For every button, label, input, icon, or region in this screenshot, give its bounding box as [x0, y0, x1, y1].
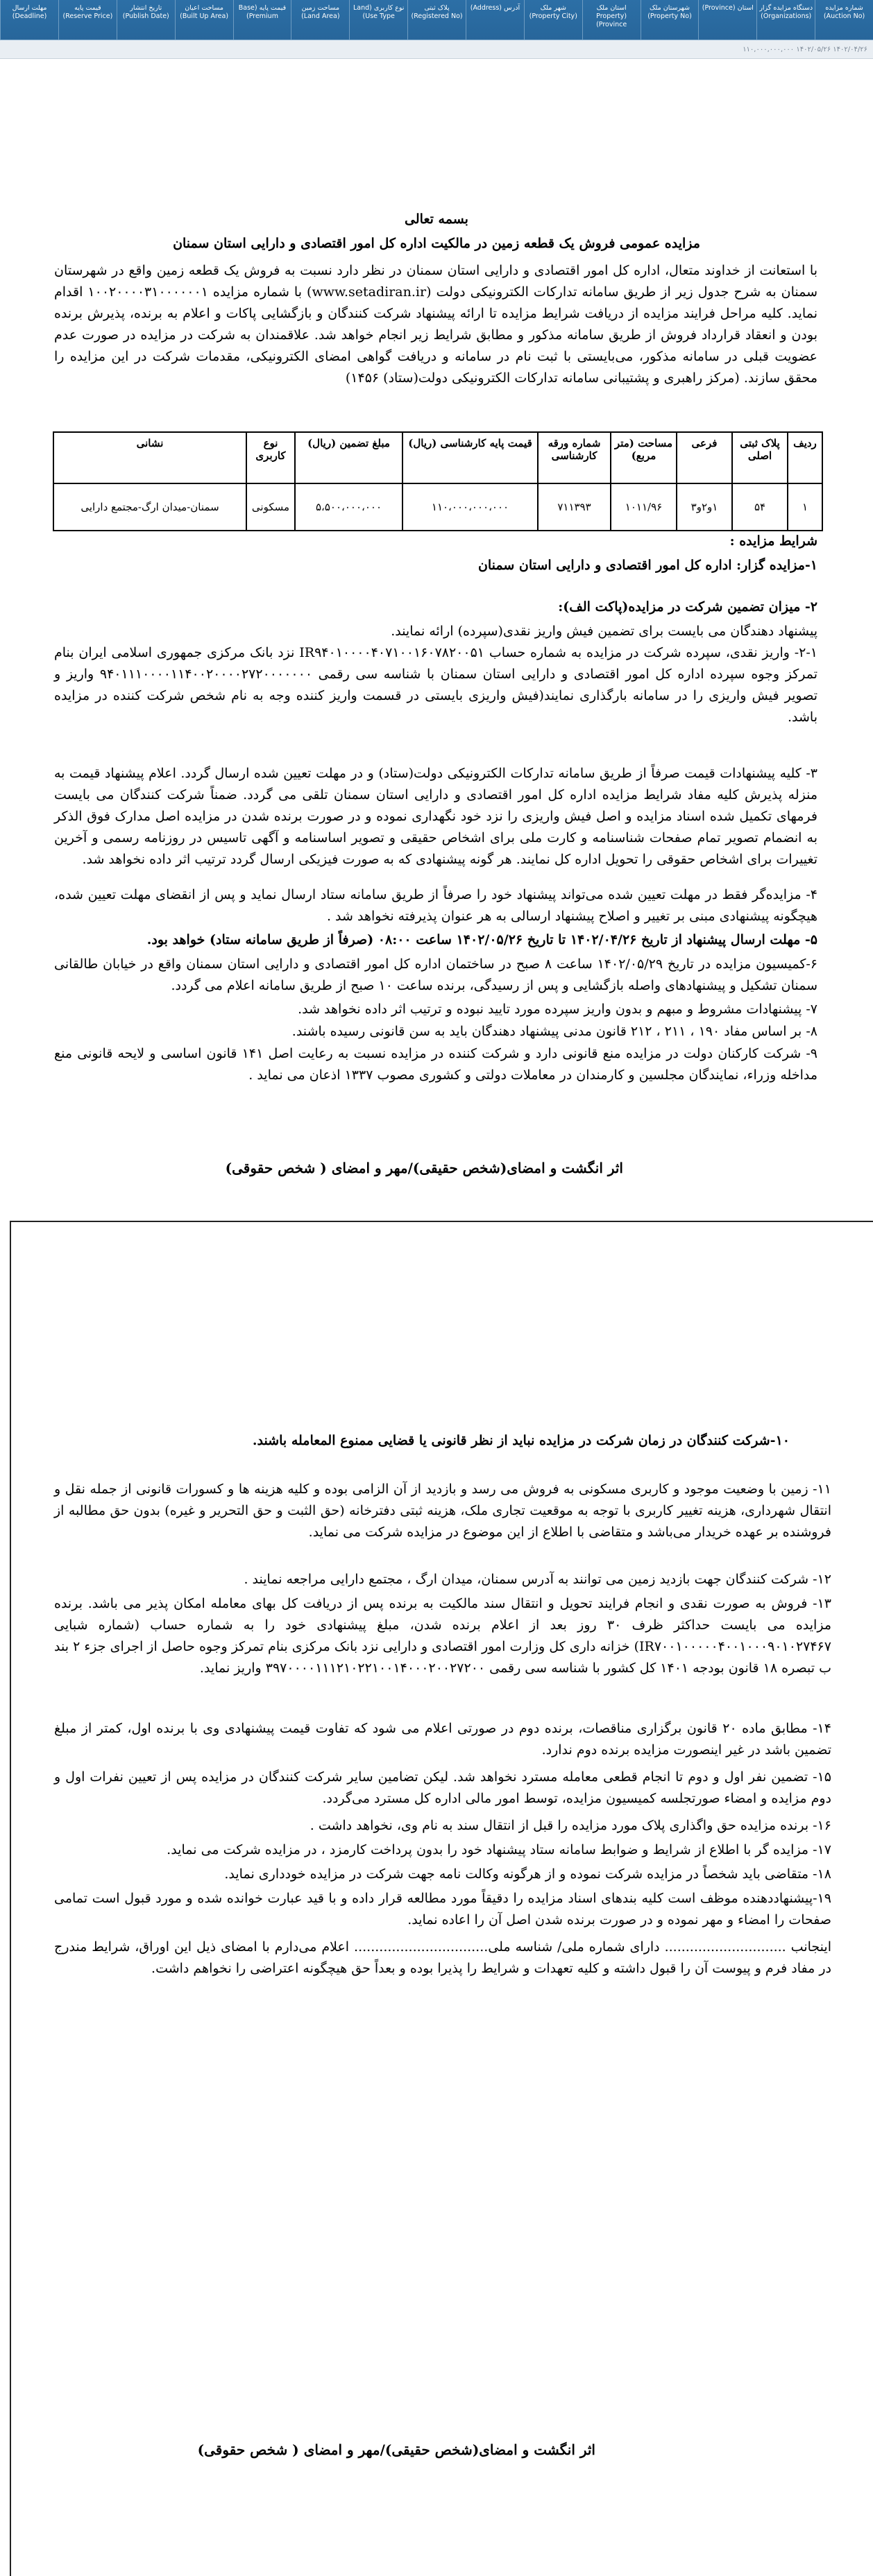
condition-8: ۸- بر اساس مفاد ۱۹۰ ، ۲۱۱ ، ۲۱۲ قانون مدنی پیشنهاد دهندگان باید به سن قانونی رسیده باشند.	[291, 1024, 817, 1039]
col-base-premium[interactable]: قیمت پایه (Base Premium)	[233, 0, 291, 40]
th-area: مساحت (متر مربع)	[611, 432, 677, 483]
property-table	[53, 431, 823, 531]
cell-sub-plate: ۱و۲و۳	[677, 483, 732, 531]
condition-12: ۱۲- شرکت کنندگان جهت بازدید زمین می توانند به آدرس سمنان، میدان ارگ ، مجتمع دارایی مراجعه نمایند .	[244, 1572, 831, 1587]
table-header-row	[0, 0, 873, 40]
condition-4: ۴- مزایده‌گر فقط در مهلت تعیین شده می‌تواند پیشنهاد خود را صرفاً از طریق سامانه ستاد ارسال نماید و پس از انقضای مهلت تعیین شده، هیچگونه پیشنهادی مبنی بر تغییر و اصلاح پیشنهاد ارسالی به هر عنوان پذیرفته نخواهد شد .	[54, 887, 817, 924]
col-province[interactable]: استان (Province)	[698, 0, 756, 40]
col-auction-no[interactable]: شماره مزایده (Auction No)	[815, 0, 873, 40]
cell-main-plate: ۵۴	[732, 483, 788, 531]
divider	[0, 58, 873, 69]
col-reserve-price[interactable]: قیمت پایه (Reserve Price)	[58, 0, 117, 40]
cell-base-price: ۱۱۰،۰۰۰،۰۰۰،۰۰۰	[402, 483, 538, 531]
table-row	[53, 483, 822, 531]
th-base-price: قیمت پایه کارشناسی (ریال)	[402, 432, 538, 483]
condition-2-text: پیشنهاد دهندگان می بایست برای تضمین فیش واریز نقدی(سپرده) ارائه نمایند.	[391, 624, 817, 639]
cell-area: ۱۰۱۱/۹۶	[611, 483, 677, 531]
condition-3: ۳- کلیه پیشنهادات قیمت صرفاً از طریق سامانه تدارکات الکترونیکی دولت(ستاد) و در مهلت تعیین شده ارسال گردد. اعلام پیشنهاد قیمت به منزله پذیرش کلیه مفاد شرایط مزایده اداره کل امور اقتصادی و دارایی استان سمنان تلقی می گردد. ضمناً شرکت کنندگان می بایست فرمهای تکمیل شده اسناد مزایده و اصل فیش واریزی را نزد خود نگهداری نموده و در صورت برنده شدن در مزایده اصل مدارک فوق الذکر به انضمام تصویر تمام صفحات شناسنامه و کارت ملی برای اشخاص حقیقی و تصویر اساسنامه و آگهی تاسیس در روزنامه رسمی و آخرین تغییرات برای اشخاص حقوقی را تحویل اداره کل نمایند. هر گونه پیشنهادی که به صورت فیزیکی ارسال گردد ترتیب اثر داده نخواهد شد.	[54, 766, 817, 867]
condition-7: ۷- پیشنهادات مشروط و مبهم و بدون واریز سپرده مورد تایید نبوده و ترتیب اثر داده نخواهد شد.	[298, 1002, 817, 1017]
condition-5: ۵- مهلت ارسال پیشنهاد از تاریخ ۱۴۰۲/۰۴/۲۶ تا تاریخ ۱۴۰۲/۰۵/۲۶ ساعت ۰۸:۰۰ (صرفاً از طریق سامانه ستاد) خواهد بود.	[146, 932, 817, 947]
th-sub-plate: فرعی	[677, 432, 732, 483]
condition-14: ۱۴- مطابق ماده ۲۰ قانون برگزاری مناقصات، برنده دوم در صورتی اعلام می شود که تفاوت قیمت پیشنهادی وی با برنده اول، کمتر از مبلغ تضمین باشد در غیر اینصورت مزایده برنده دوم ندارد.	[54, 1721, 831, 1758]
condition-19: ۱۹-پیشنهاددهنده موظف است کلیه بندهای اسناد مزایده را دقیقاً مورد مطالعه قرار داده و با قید عبارت خوانده شده و مورد قبول است تمامی صفحات را امضاء و مهر نموده و در صورت برنده شدن اصل آن را اعاده نماید.	[54, 1891, 831, 1927]
col-address[interactable]: آدرس (Address)	[466, 0, 524, 40]
signature-line: اثر انگشت و امضای(شخص حقیقی)/مهر و امضای ( شخص حقوقی)	[197, 2441, 595, 2458]
col-publish-date[interactable]: تاریخ انتشار (Publish Date)	[117, 0, 175, 40]
th-guarantee: مبلغ تضمین (ریال)	[295, 432, 402, 483]
condition-17: ۱۷- مزایده گر با اطلاع از شرایط و ضوابط سامانه ستاد پیشنهاد خود را بدون پرداخت کارمزد ، در مزایده شرکت می نماید.	[167, 1842, 831, 1857]
condition-15: ۱۵- تضمین نفر اول و دوم تا انجام قطعی معامله مسترد نخواهد شد. لیکن تضامین سایر شرکت کنندگان در مزایده پس از تعیین نفرات اول و دوم مزایده و امضاء صورتجلسه کمیسیون مزایده، توسط امور مالی اداره کل مسترد می‌گردد.	[54, 1769, 831, 1806]
th-appraisal-no: شماره ورقه کارشناسی	[538, 432, 611, 483]
col-property-province[interactable]: استان ملک (Property Province)	[582, 0, 641, 40]
conditions-title: شرایط مزایده :	[729, 533, 817, 549]
col-deadline[interactable]: مهلت ارسال (Deadline)	[0, 0, 58, 40]
condition-10: ۱۰-شرکت کنندگان در زمان شرکت در مزایده نباید از نظر قانونی یا قضایی ممنوع المعامله باشند.	[252, 1433, 790, 1448]
row-summary: ۱۴۰۲/۰۴/۲۶ ۱۴۰۲/۰۵/۲۶ ۱۱۰,۰۰۰,۰۰۰,۰۰۰	[743, 45, 867, 53]
intro-paragraph: با استعانت از خداوند متعال، اداره کل امور اقتصادی و دارایی استان سمنان در نظر دارد نسبت به فروش یک قطعه زمین واقع در شهرستان سمنان به شرح جدول زیر از طریق سامانه تدارکات الکترونیکی دولت (www.setadiran.ir) با شماره مزایده ۱۰۰۲۰۰۰۰۳۱۰۰۰۰۰۰۱ اقدام نماید. کلیه مراحل فرایند مزایده از دریافت شرایط مزایده تا ارائه پیشنهاد شرکت کنندگان و بازگشایی پاکات و اعلام به برنده، پذیرش برنده بودن و انعقاد قرارداد فروش از طریق سامانه مذکور و مطابق شرایط زیر انجام خواهد شد. علاقمندان به شرکت در مزایده در صورت عدم عضویت قبلی در سامانه مذکور، می‌بایستی با ثبت نام در سامانه و دریافت گواهی امضای الکترونیکی، مقدمات شرکت در این مزایده را محقق سازند. (مرکز راهبری و پشتیبانی سامانه تدارکات الکترونیکی دولت(ستاد) ۱۴۵۶)	[54, 263, 818, 386]
auction-list-header	[0, 0, 873, 69]
bismillah: بسمه تعالی	[405, 212, 468, 227]
col-property-no[interactable]: شهرستان ملک (Property No)	[641, 0, 699, 40]
document-title: مزایده عمومی فروش یک قطعه زمین در مالکیت اداره کل امور اقتصادی و دارایی استان سمنان	[173, 236, 700, 251]
table-header-row	[53, 432, 822, 483]
col-built-up-area[interactable]: مساحت اعیان (Built Up Area)	[175, 0, 233, 40]
col-property-city[interactable]: شهر ملک (Property City)	[524, 0, 582, 40]
cell-row: ۱	[788, 483, 822, 531]
col-land-use[interactable]: نوع کاربری (Land Use Type)	[349, 0, 407, 40]
condition-1: ۱-مزایده گزار: اداره کل امور اقتصادی و دارایی استان سمنان	[477, 558, 817, 573]
condition-2-title: ۲- میزان تضمین شرکت در مزایده(پاکت الف):	[558, 599, 817, 615]
document-page-2	[10, 1221, 873, 2576]
th-main-plate: پلاک ثبتی اصلی	[732, 432, 788, 483]
cell-usage: مسکونی	[246, 483, 295, 531]
declaration: اینجانب ............................. دارای شماره ملی/ شناسه ملی................................ اعلام می‌دارم با امضای ذیل این اوراق، شرایط مندرج در مفاد فرم و پیوست آن را قبول داشته و کلیه تعهدات و شرایط را پذیرا بوده و بعداً حق هیچگونه اعتراضی را نخواهم داشت.	[54, 1939, 831, 1976]
th-row: ردیف	[788, 432, 822, 483]
cell-appraisal-no: ۷۱۱۳۹۳	[538, 483, 611, 531]
th-usage: نوع کاربری	[246, 432, 295, 483]
cell-address: سمنان-میدان ارگ-مجتمع دارایی	[53, 483, 246, 531]
condition-13: ۱۳- فروش به صورت نقدی و انجام فرایند تحویل و انتقال سند مالکیت به برنده پس از دریافت کل بهای معامله امکان پذیر می باشد. برنده مزایده می بایست حداکثر ظرف ۳۰ روز بعد از اعلام برنده شدن، مبلغ پیشنهادی خود را به شماره حساب (شماره شبایی IR۷۰۰۱۰۰۰۰۰۴۰۰۱۰۰۰۹۰۱۰۲۷۴۶۷) خزانه داری کل وزارت امور اقتصادی و دارایی نزد بانک مرکزی بنام تمرکز وجوه حاصل از اجرای جزء ۲ بند ب تبصره ۱۸ قانون بودجه ۱۴۰۱ کل کشور با شناسه سی رقمی ۳۹۷۰۰۰۰۱۱۱۲۱۰۲۲۱۰۰۱۴۰۰۰۲۰۰۲۷۲۰۰ واریز نماید.	[54, 1596, 831, 1676]
condition-2-1: ۲-۱- واریز نقدی، سپرده شرکت در مزایده به شماره حساب IR۹۴۰۱۰۰۰۰۴۰۷۱۰۰۱۶۰۷۸۲۰۰۵۱ نزد بانک مرکزی جمهوری اسلامی ایران بنام تمرکز وجوه سپرده اداره کل امور اقتصادی و دارایی استان سمنان با شناسه سی رقمی ۹۴۰۱۱۱۰۰۰۰۱۱۴۰۰۲۰۰۰۰۲۷۲۰۰۰۰۰۰۰ واریز و تصویر فیش واریزی را در سامانه بارگذاری نمایند(فیش واریزی بایستی در قسمت واریز کننده وجه به نام شخص شرکت کننده در مزایده باشد.	[54, 645, 817, 725]
cell-guarantee: ۵،۵۰۰،۰۰۰،۰۰۰	[295, 483, 402, 531]
condition-18: ۱۸- متقاضی باید شخصاً در مزایده شرکت نموده و از هرگونه وکالت نامه جهت شرکت در مزایده خودداری نماید.	[224, 1866, 831, 1882]
col-land-area[interactable]: مساحت زمین (Land Area)	[291, 0, 349, 40]
table-row[interactable]	[0, 40, 873, 58]
condition-11: ۱۱- زمین با وضعیت موجود و کاربری مسکونی به فروش می رسد و بازدید از آن الزامی بوده و کلیه هزینه ها و کسورات قانونی از جمله نقل و انتقال شهرداری، هزینه تغییر کاربری با توجه به موقعیت تجاری ملک، هزینه ثبتی دفترخانه (حق الثبت و حق التحریر و غیره) بدون حق مطالبه از فروشنده بر عهده خریدار می‌باشد و متقاضی با اطلاع از این موضوع در مزایده شرکت می نماید.	[54, 1482, 831, 1540]
condition-16: ۱۶- برنده مزایده حق واگذاری پلاک مورد مزایده را قبل از انتقال سند به نام وی، نخواهد داشت .	[310, 1818, 831, 1833]
condition-9: ۹- شرکت کارکنان دولت در مزایده منع قانونی دارد و شرکت کننده در مزایده نسبت به رعایت اصل ۱۴۱ قانون اساسی و لایحه قانونی منع مداخله وزراء، نمایندگان مجلسین و کارمندان در معاملات دولتی و کشوری مصوب ۱۳۳۷ اذعان می نماید .	[54, 1046, 817, 1083]
th-address: نشانی	[53, 432, 246, 483]
document-page-1	[0, 69, 873, 1193]
condition-6: ۶-کمیسیون مزایده در تاریخ ۱۴۰۲/۰۵/۲۹ ساعت ۸ صبح در ساختمان اداره کل امور اقتصادی و دارایی استان سمنان واقع در خیابان طالقانی سمنان تشکیل و پیشنهادهای واصله بازگشایی و پس از رسیدگی، برنده ساعت ۱۰ صبح از طریق سامانه اعلام می گردد.	[54, 956, 818, 993]
col-registered-no[interactable]: پلاک ثبتی (Registered No)	[407, 0, 466, 40]
col-organization[interactable]: دستگاه مزایده گزار (Organizations)	[756, 0, 815, 40]
signature-line: اثر انگشت و امضای(شخص حقیقی)/مهر و امضای ( شخص حقوقی)	[225, 1160, 623, 1176]
